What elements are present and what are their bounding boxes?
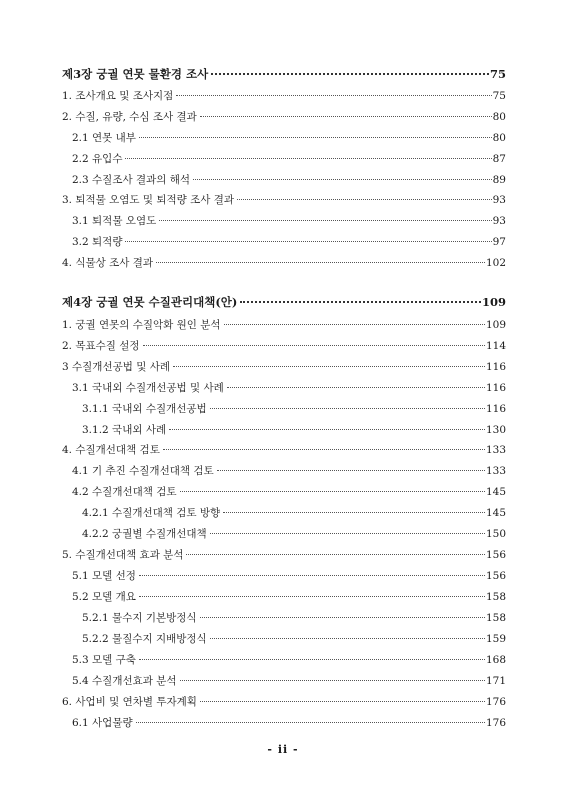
dot-leader bbox=[210, 638, 485, 639]
toc-entry-page: 93 bbox=[492, 194, 506, 206]
toc-entry bbox=[0, 89, 566, 103]
dot-leader bbox=[139, 659, 485, 660]
dot-leader bbox=[180, 491, 485, 492]
toc-entry-page: 80 bbox=[492, 132, 506, 144]
toc-entry bbox=[0, 548, 566, 562]
toc-entry bbox=[0, 193, 566, 207]
toc-entry-label: 3.1 퇴적물 오염도 bbox=[72, 215, 157, 227]
toc-entry bbox=[0, 506, 566, 520]
dot-leader bbox=[163, 449, 485, 450]
toc-entry bbox=[0, 360, 566, 374]
toc-entry-label: 1. 궁궐 연못의 수질악화 원인 분석 bbox=[62, 319, 221, 331]
dot-leader bbox=[211, 73, 489, 75]
dot-leader bbox=[180, 680, 485, 681]
dot-leader bbox=[210, 533, 485, 534]
toc-entry-page: 80 bbox=[492, 111, 506, 123]
toc-entry-label: 4. 수질개선대책 검토 bbox=[62, 444, 160, 456]
toc-entry bbox=[0, 443, 566, 457]
toc-entry bbox=[0, 674, 566, 688]
dot-leader bbox=[186, 554, 484, 555]
toc-entry-label: 2.1 연못 내부 bbox=[72, 132, 136, 144]
toc-entry-page: 114 bbox=[485, 340, 506, 352]
toc-entry-page: 116 bbox=[485, 382, 506, 394]
toc-entry-label: 3 수질개선공법 및 사례 bbox=[62, 361, 170, 373]
toc-entry-label: 5.1 모델 선정 bbox=[72, 570, 136, 582]
dot-leader bbox=[200, 701, 485, 702]
toc-entry bbox=[0, 131, 566, 145]
toc-entry bbox=[0, 381, 566, 395]
toc-entry-label: 5. 수질개선대책 효과 분석 bbox=[62, 549, 184, 561]
toc-entry-label: 6. 사업비 및 연차별 투자계획 bbox=[62, 696, 197, 708]
toc-entry-label: 2.2 유입수 bbox=[72, 153, 123, 165]
toc-entry-page: 75 bbox=[489, 67, 506, 81]
toc-entry-label: 4.2.2 궁궐별 수질개선대책 bbox=[82, 528, 207, 540]
toc-entry bbox=[0, 590, 566, 604]
dot-leader bbox=[240, 301, 481, 303]
toc-entry bbox=[0, 485, 566, 499]
dot-leader bbox=[139, 596, 485, 597]
toc-entry bbox=[0, 716, 566, 730]
toc-entry-label: 5.2.1 물수지 기본방정식 bbox=[82, 612, 197, 624]
toc-entry-page: 89 bbox=[492, 174, 506, 186]
toc-entry bbox=[0, 653, 566, 667]
dot-leader bbox=[223, 512, 485, 513]
toc-entry bbox=[0, 152, 566, 166]
toc-entry-label: 5.2.2 물질수지 지배방정식 bbox=[82, 633, 207, 645]
toc-entry-page: 116 bbox=[485, 361, 506, 373]
dot-leader bbox=[169, 429, 485, 430]
toc-entry-label: 3.2 퇴적량 bbox=[72, 236, 123, 248]
toc-entry-page: 158 bbox=[485, 612, 506, 624]
toc-chapter-heading bbox=[0, 295, 566, 309]
toc-entry-label: 4.1 기 추진 수질개선대책 검토 bbox=[72, 465, 214, 477]
toc-entry-page: 156 bbox=[485, 549, 506, 561]
dot-leader bbox=[143, 345, 485, 346]
dot-leader bbox=[217, 470, 485, 471]
toc-entry bbox=[0, 464, 566, 478]
toc-entry bbox=[0, 318, 566, 332]
toc-entry-page: 130 bbox=[485, 424, 506, 436]
dot-leader bbox=[176, 95, 491, 96]
toc-entry-label: 3.1 국내외 수질개선공법 및 사례 bbox=[72, 382, 224, 394]
dot-leader bbox=[200, 617, 485, 618]
toc-entry bbox=[0, 632, 566, 646]
dot-leader bbox=[139, 137, 492, 138]
toc-entry-page: 133 bbox=[485, 465, 506, 477]
toc-entry-label: 1. 조사개요 및 조사지점 bbox=[62, 90, 174, 102]
page-number-footer: - ii - bbox=[267, 743, 299, 756]
toc-entry-page: 93 bbox=[492, 215, 506, 227]
toc-entry-page: 168 bbox=[485, 654, 506, 666]
toc-entry bbox=[0, 235, 566, 249]
toc-entry-label: 제3장 궁궐 연못 물환경 조사 bbox=[62, 67, 209, 81]
dot-leader bbox=[136, 722, 485, 723]
toc-entry-label: 3.1.2 국내외 사례 bbox=[82, 424, 167, 436]
dot-leader bbox=[224, 324, 485, 325]
toc-entry-page: 145 bbox=[485, 486, 506, 498]
toc-entry-label: 5.2 모델 개요 bbox=[72, 591, 136, 603]
toc-entry-label: 4.2 수질개선대책 검토 bbox=[72, 486, 177, 498]
toc-entry-page: 156 bbox=[485, 570, 506, 582]
dot-leader bbox=[125, 158, 491, 159]
toc-entry-page: 159 bbox=[485, 633, 506, 645]
toc-entry-label: 6.1 사업물량 bbox=[72, 717, 133, 729]
toc-entry bbox=[0, 173, 566, 187]
toc-entry-label: 4.2.1 수질개선대책 검토 방향 bbox=[82, 507, 221, 519]
toc-chapter-heading bbox=[0, 67, 566, 81]
toc-entry-label: 제4장 궁궐 연못 수질관리대책(안) bbox=[62, 295, 238, 309]
toc-entry-page: 116 bbox=[485, 403, 506, 415]
toc-entry-page: 176 bbox=[485, 696, 506, 708]
toc-entry-page: 150 bbox=[485, 528, 506, 540]
dot-leader bbox=[237, 199, 492, 200]
toc-entry-label: 2. 목표수질 설정 bbox=[62, 340, 140, 352]
toc-entry-label: 3.1.1 국내외 수질개선공법 bbox=[82, 403, 207, 415]
toc-entry-page: 176 bbox=[485, 717, 506, 729]
toc-entry bbox=[0, 214, 566, 228]
toc-entry-page: 97 bbox=[492, 236, 506, 248]
dot-leader bbox=[139, 575, 485, 576]
dot-leader bbox=[210, 408, 485, 409]
toc-entry-page: 87 bbox=[492, 153, 506, 165]
dot-leader bbox=[159, 220, 491, 221]
toc-entry-label: 5.4 수질개선효과 분석 bbox=[72, 675, 177, 687]
dot-leader bbox=[173, 366, 485, 367]
toc-entry bbox=[0, 611, 566, 625]
toc-entry-label: 3. 퇴적물 오염도 및 퇴적량 조사 결과 bbox=[62, 194, 235, 206]
toc-entry-page: 75 bbox=[492, 90, 506, 102]
toc-entry bbox=[0, 339, 566, 353]
toc-entry bbox=[0, 423, 566, 437]
toc-entry bbox=[0, 527, 566, 541]
toc-entry-label: 2.3 수질조사 결과의 해석 bbox=[72, 174, 190, 186]
toc-entry bbox=[0, 256, 566, 270]
dot-leader bbox=[125, 241, 491, 242]
toc-entry-page: 158 bbox=[485, 591, 506, 603]
toc-entry bbox=[0, 402, 566, 416]
toc-entry-page: 133 bbox=[485, 444, 506, 456]
toc-entry-page: 109 bbox=[481, 295, 506, 309]
toc-entry bbox=[0, 695, 566, 709]
toc-entry bbox=[0, 110, 566, 124]
toc-entry-page: 102 bbox=[485, 257, 506, 269]
dot-leader bbox=[227, 387, 485, 388]
toc-entry-label: 2. 수질, 유량, 수심 조사 결과 bbox=[62, 111, 197, 123]
toc-entry bbox=[0, 569, 566, 583]
toc-entry-page: 171 bbox=[485, 675, 506, 687]
toc-entry-label: 4. 식물상 조사 결과 bbox=[62, 257, 154, 269]
dot-leader bbox=[193, 179, 492, 180]
dot-leader bbox=[200, 116, 492, 117]
toc-entry-label: 5.3 모델 구축 bbox=[72, 654, 136, 666]
dot-leader bbox=[156, 262, 485, 263]
toc-entry-page: 145 bbox=[485, 507, 506, 519]
toc-entry-page: 109 bbox=[485, 319, 506, 331]
